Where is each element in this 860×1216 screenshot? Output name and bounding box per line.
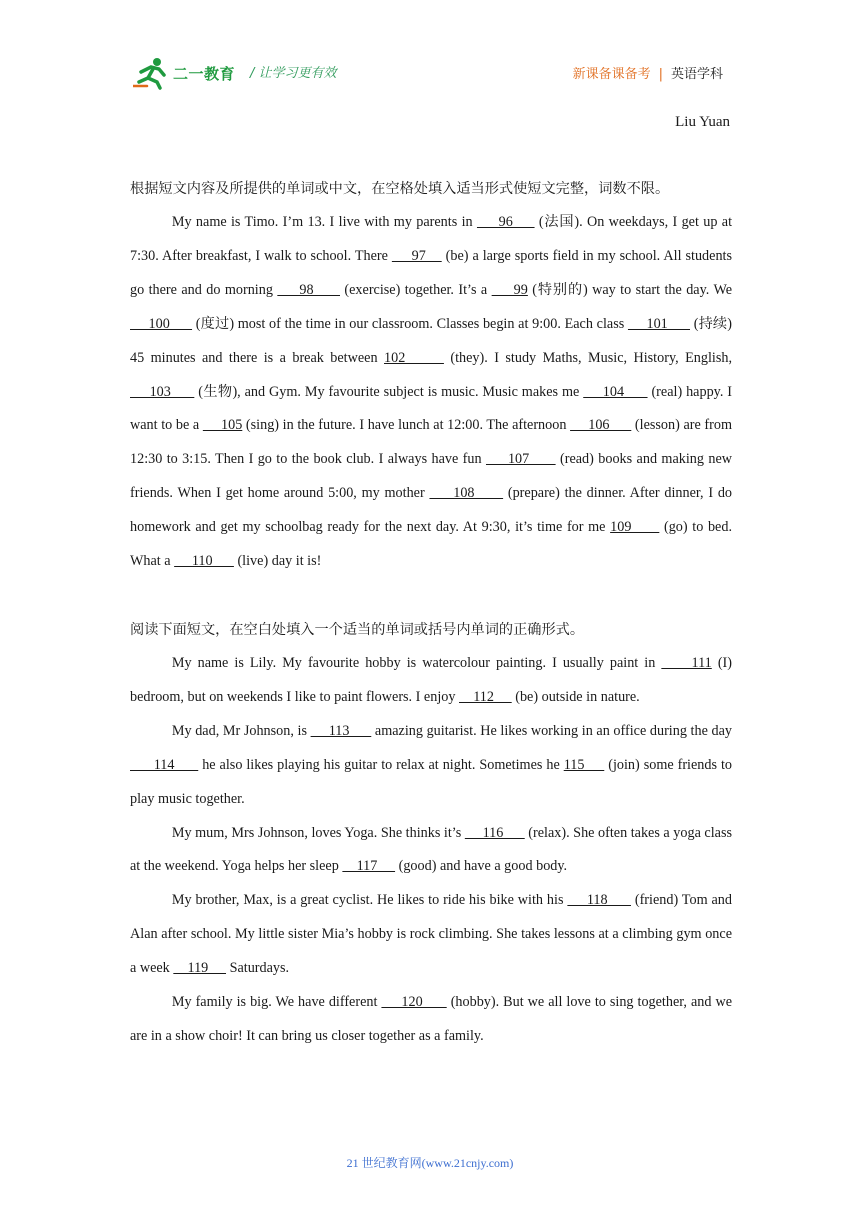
passage-text: (hobby). But we all love to sing together, and we are in a show choir! It can bring us closer together as a family. [130, 994, 732, 1044]
blank-119[interactable]: 119 [173, 960, 227, 977]
passage-text: (度过) most of the time in our classroom. Classes begin at 9:00. Each class [192, 315, 628, 332]
blank-118[interactable]: 118 [567, 892, 631, 909]
passage-text: (lesson) are from 12:30 to 3:15. Then I go to the book club. I always have fun [130, 417, 733, 468]
blank-106[interactable]: 106 [570, 417, 632, 434]
slogan: / 让学习更有效 [250, 66, 337, 81]
blank-111[interactable]: 111 [661, 654, 712, 671]
blank-112[interactable]: 112 [459, 688, 512, 705]
header-separator: | [658, 67, 663, 82]
passage-text: (good) and have a good body. [395, 858, 568, 875]
page-header [0, 0, 860, 130]
header-subject-label [573, 63, 723, 82]
blank-113[interactable]: 113 [310, 722, 372, 739]
section2-paragraph-3 [130, 817, 732, 885]
passage-text: My mum, Mrs Johnson, loves Yoga. She thinks it’s [171, 824, 465, 841]
passage-text: (real) happy. I want to be a [130, 383, 733, 434]
blank-120[interactable]: 120 [381, 994, 447, 1011]
passage-text: (特别的) way to start the day. We [527, 281, 733, 298]
passage-text: My family is big. We have different [171, 994, 382, 1011]
blank-102[interactable]: 102 [384, 349, 444, 366]
passage-text: (sing) in the future. I have lunch at 12:00. The afternoon [242, 417, 571, 434]
blank-98[interactable]: 98 [277, 281, 340, 298]
passage-text: he also likes playing his guitar to relax at night. Sometimes he [198, 756, 564, 773]
passage-text: (live) day it is! [233, 553, 322, 570]
blank-116[interactable]: 116 [464, 824, 525, 841]
passage-text: (be) outside in nature. [511, 688, 640, 705]
section1-passage [130, 206, 732, 579]
running-figure-icon [133, 56, 173, 90]
section2-paragraph-5 [130, 986, 732, 1054]
passage-text: (法国). On weekdays, I get up at 7:30. After breakfast, I walk to school. There [130, 214, 733, 264]
passage-text: (read) books and making new friends. When I get home around 5:00, my mother [130, 451, 733, 502]
passage-text: amazing guitarist. He likes working in an office during the day [371, 722, 732, 739]
passage-text: (go) to bed. What a [130, 519, 732, 570]
blank-101[interactable]: 101 [627, 315, 690, 332]
brand-logo [133, 56, 241, 90]
blank-115[interactable]: 115 [563, 756, 605, 773]
course-label: 新课备课备考 [572, 67, 651, 82]
section1-instruction: 根据短文内容及所提供的单词或中文，在空格处填入适当形式使短文完整，词数不限。 [130, 181, 670, 197]
passage-text: (持续) 45 minutes and there is a break between [130, 315, 733, 366]
logo-text: 二一教育 [173, 65, 236, 83]
passage-text: My name is Timo. I’m 13. I live with my parents in [171, 214, 477, 230]
passage-text: (they). I study Maths, Music, History, English, [443, 349, 733, 366]
page-footer: 21 世纪教育网(www.21cnjy.com) [346, 1156, 514, 1170]
blank-99[interactable]: 99 [491, 281, 528, 298]
blank-114[interactable]: 114 [130, 756, 199, 773]
worksheet-body [130, 172, 732, 1054]
passage-text: (be) a large sports field in my school. All students go there and do morning [130, 247, 732, 298]
blank-110[interactable]: 110 [174, 553, 234, 570]
blank-96[interactable]: 96 [476, 214, 535, 230]
blank-107[interactable]: 107 [485, 451, 556, 468]
blank-109[interactable]: 109 [610, 519, 660, 536]
section2-paragraph-2 [130, 715, 732, 817]
passage-text: (prepare) the dinner. After dinner, I do homework and get my schoolbag ready for the next day. At 9:30, it’s time for me [130, 485, 733, 536]
blank-105[interactable]: 105 [202, 417, 243, 434]
passage-text: Saturdays. [226, 960, 290, 977]
passage-text: (exercise) together. It’s a [340, 281, 492, 298]
passage-text: (join) some friends to play music together. [130, 756, 732, 807]
passage-text: (friend) Tom and Alan after school. My little sister Mia’s hobby is rock climbing. She takes lessons at a climbing gym once a week [130, 892, 732, 977]
passage-text: My brother, Max, is a great cyclist. He likes to ride his bike with his [171, 892, 568, 909]
passage-text: My dad, Mr Johnson, is [171, 722, 311, 739]
subject-label: 英语学科 [670, 67, 723, 82]
section-gap [130, 579, 732, 613]
section2-paragraph-4 [130, 884, 732, 986]
author-name: Liu Yuan [675, 114, 730, 130]
blank-97[interactable]: 97 [391, 247, 442, 264]
blank-104[interactable]: 104 [583, 383, 648, 400]
section2-paragraph-1 [130, 647, 732, 715]
section2-instruction: 阅读下面短文，在空白处填入一个适当的单词或括号内单词的正确形式。 [130, 621, 585, 638]
blank-100[interactable]: 100 [130, 315, 193, 332]
blank-108[interactable]: 108 [429, 485, 504, 502]
passage-text: (I) bedroom, but on weekends I like to paint flowers. I enjoy [130, 654, 732, 705]
passage-text: (生物), and Gym. My favourite subject is music. Music makes me [194, 383, 584, 400]
blank-103[interactable]: 103 [130, 383, 195, 400]
passage-text: My name is Lily. My favourite hobby is watercolour painting. I usually paint in [171, 654, 662, 671]
passage-text: (relax). She often takes a yoga class at the weekend. Yoga helps her sleep [130, 824, 733, 875]
blank-117[interactable]: 117 [342, 858, 396, 875]
